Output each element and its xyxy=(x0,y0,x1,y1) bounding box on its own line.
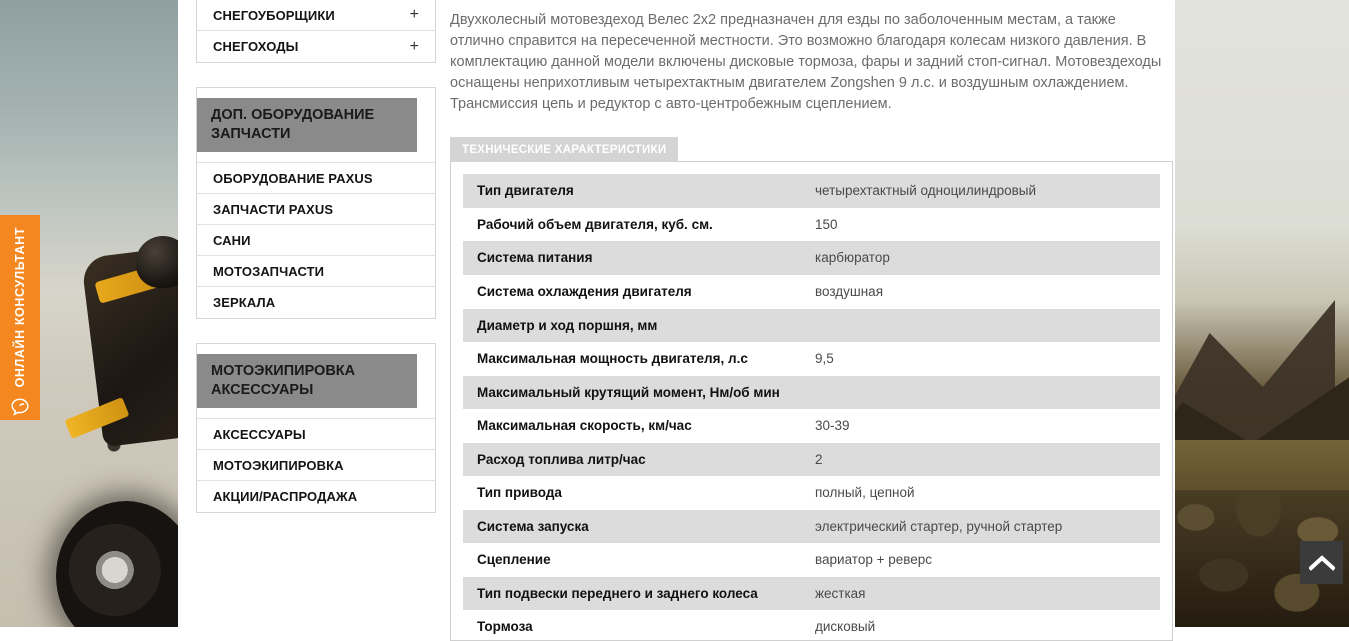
table-row xyxy=(463,241,1160,275)
spec-key: Сцепление xyxy=(463,543,801,577)
expand-plus-icon[interactable]: + xyxy=(410,7,419,23)
spec-key: Максимальный крутящий момент, Нм/об мин xyxy=(463,376,801,410)
specs-table xyxy=(463,174,1160,641)
spec-key: Тормоза xyxy=(463,610,801,641)
spec-key: Система питания xyxy=(463,241,801,275)
spec-value: дисковый xyxy=(801,610,1160,641)
sidebar-item-sales[interactable] xyxy=(197,481,435,512)
spec-value: 2 xyxy=(801,443,1160,477)
spec-value: 150 xyxy=(801,208,1160,242)
back-to-top-button[interactable] xyxy=(1300,541,1343,584)
spec-value: полный, цепной xyxy=(801,476,1160,510)
spec-key: Диаметр и ход поршня, мм xyxy=(463,309,801,343)
table-row xyxy=(463,309,1160,343)
online-consultant-label: ОНЛАЙН КОНСУЛЬТАНТ xyxy=(13,227,27,387)
sidebar-item-label: АКЦИИ/РАСПРОДАЖА xyxy=(213,489,357,504)
chevron-up-icon xyxy=(1309,555,1335,571)
sidebar-item-label: АКСЕССУАРЫ xyxy=(213,427,306,442)
spec-value: четырехтактный одноцилиндровый xyxy=(801,174,1160,208)
sidebar-item-label: СНЕГОХОДЫ xyxy=(213,39,298,54)
table-row xyxy=(463,510,1160,544)
sidebar-item-accessories[interactable] xyxy=(197,419,435,450)
spec-key: Максимальная мощность двигателя, л.с xyxy=(463,342,801,376)
sidebar-item-equipment-paxus[interactable] xyxy=(197,163,435,194)
table-row xyxy=(463,275,1160,309)
table-row xyxy=(463,376,1160,410)
main-content xyxy=(450,0,1173,641)
table-row xyxy=(463,543,1160,577)
spec-value xyxy=(801,309,1160,343)
table-row xyxy=(463,208,1160,242)
sidebar-block-items xyxy=(197,418,435,512)
sidebar-block-gear-accessories xyxy=(196,343,436,513)
spec-key: Максимальная скорость, км/час xyxy=(463,409,801,443)
rider-helmet-decoration xyxy=(136,236,178,288)
sidebar-item-label: САНИ xyxy=(213,233,251,248)
spec-key: Система запуска xyxy=(463,510,801,544)
sidebar-item-label: МОТОЗАПЧАСТИ xyxy=(213,264,324,279)
spec-key: Рабочий объем двигателя, куб. см. xyxy=(463,208,801,242)
content-canvas xyxy=(178,0,1175,627)
sidebar-top-menu xyxy=(196,0,436,63)
tab-bar xyxy=(450,137,1173,162)
product-tabs xyxy=(450,137,1173,641)
spec-key: Расход топлива литр/час xyxy=(463,443,801,477)
sidebar-item-label: СНЕГОУБОРЩИКИ xyxy=(213,8,335,23)
spec-value: вариатор + реверс xyxy=(801,543,1160,577)
spec-value: жесткая xyxy=(801,577,1160,611)
spec-value: 9,5 xyxy=(801,342,1160,376)
online-consultant-tab[interactable] xyxy=(0,215,40,420)
table-row xyxy=(463,577,1160,611)
tab-technical-specs[interactable]: ТЕХНИЧЕСКИЕ ХАРАКТЕРИСТИКИ xyxy=(450,137,678,162)
expand-plus-icon[interactable]: + xyxy=(410,39,419,55)
specs-table-body xyxy=(463,174,1160,641)
sidebar-item-parts-paxus[interactable] xyxy=(197,194,435,225)
table-row xyxy=(463,610,1160,641)
table-row xyxy=(463,409,1160,443)
atv-wheel-decoration xyxy=(56,501,178,627)
spec-value: 30-39 xyxy=(801,409,1160,443)
spec-key: Система охлаждения двигателя xyxy=(463,275,801,309)
sidebar-item-label: МОТОЭКИПИРОВКА xyxy=(213,458,344,473)
sidebar-item-label: ЗЕРКАЛА xyxy=(213,295,275,310)
spec-key: Тип двигателя xyxy=(463,174,801,208)
product-description: Двухколесный мотовездеход Велес 2х2 предназначен для езды по заболоченным местам, а также отлично справится на пересеченной местности. Это возможно благодаря колесам низкого давления. В комплектацию данной модели включены дисковые тормоза, фары и задний стоп-сигнал. Мотовездеходы оснащены неприхотливым четырехтактным двигателем Zongshen 9 л.с. и воздушным охлаждением. Трансмиссия цепь и редуктор с авто-центробежным сцеплением. xyxy=(450,0,1173,114)
sidebar-item-moto-gear[interactable] xyxy=(197,450,435,481)
spec-value: карбюратор xyxy=(801,241,1160,275)
sidebar-item-label: ОБОРУДОВАНИЕ PAXUS xyxy=(213,171,373,186)
chat-bubble-icon xyxy=(10,397,30,422)
table-row xyxy=(463,443,1160,477)
sidebar-block-title: МОТОЭКИПИРОВКА АКСЕССУАРЫ xyxy=(197,354,417,408)
table-row xyxy=(463,174,1160,208)
sidebar-block-title: ДОП. ОБОРУДОВАНИЕ ЗАПЧАСТИ xyxy=(197,98,417,152)
sidebar-item-sleds[interactable] xyxy=(197,225,435,256)
sidebar-item-label: ЗАПЧАСТИ PAXUS xyxy=(213,202,333,217)
sidebar-item-moto-parts[interactable] xyxy=(197,256,435,287)
spec-value: воздушная xyxy=(801,275,1160,309)
spec-value: электрический стартер, ручной стартер xyxy=(801,510,1160,544)
sidebar-block-equipment-parts xyxy=(196,87,436,319)
spec-key: Тип привода xyxy=(463,476,801,510)
background-photo-right-landscape xyxy=(1175,0,1349,627)
sidebar-item-snowmobiles[interactable] xyxy=(197,31,435,62)
spec-value xyxy=(801,376,1160,410)
sidebar-block-items xyxy=(197,162,435,318)
table-row xyxy=(463,476,1160,510)
sidebar-item-snowblowers[interactable] xyxy=(197,0,435,31)
table-row xyxy=(463,342,1160,376)
sidebar xyxy=(196,0,436,537)
tab-panel-technical-specs xyxy=(450,161,1173,641)
spec-key: Тип подвески переднего и заднего колеса xyxy=(463,577,801,611)
sidebar-item-mirrors[interactable] xyxy=(197,287,435,318)
